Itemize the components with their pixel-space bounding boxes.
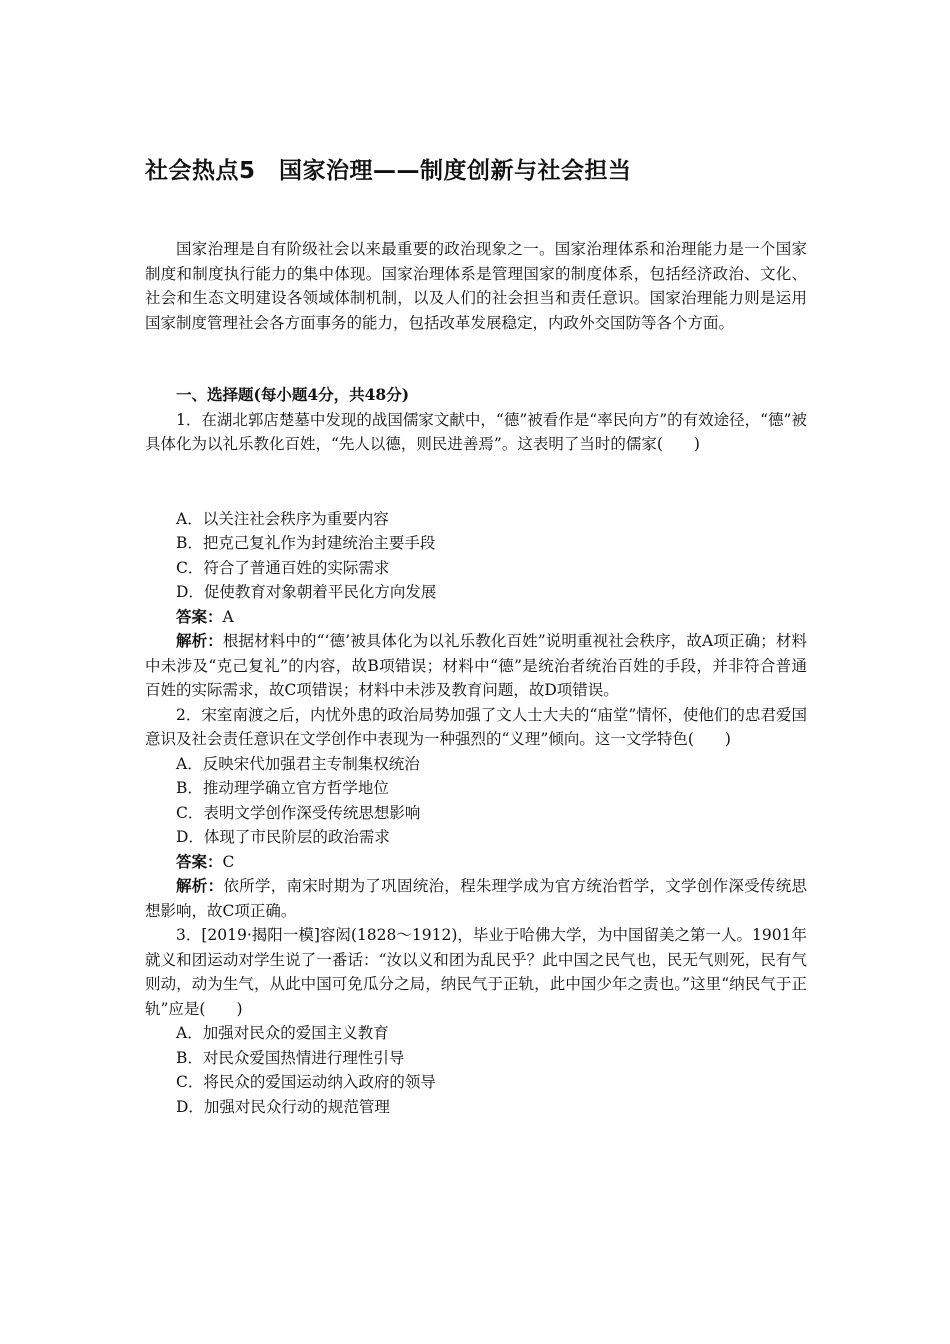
answer-label: 答案：	[176, 851, 223, 871]
question-1-answer	[145, 605, 807, 630]
answer-value: C	[222, 852, 235, 871]
question-3-stem: 3．[2019·揭阳一模]容闳(1828～1912)，毕业于哈佛大学，为中国留美之第一人。1901年就义和团运动对学生说了一番话：“汝以义和团为乱民乎？此中国之民气也，民无气则死，民有气则动，动为生气，从此中国可免瓜分之局，纳民气于正轨，此中国少年之责也。”这里“纳民气于正轨”应是( )	[145, 926, 807, 1018]
analysis-label: 解析：	[176, 631, 223, 650]
section-heading: 一、选择题(每小题4分，共48分)	[176, 385, 410, 404]
question-2-option-b: B．推动理学确立官方哲学地位	[176, 779, 389, 797]
answer-label: 答案：	[176, 606, 223, 626]
question-section	[145, 383, 807, 1119]
question-3-option-d: D．加强对民众行动的规范管理	[176, 1097, 390, 1116]
question-2-option-c: C．表明文学创作深受传统思想影响	[176, 803, 421, 822]
answer-space	[145, 457, 807, 507]
question-3-option-c: C．将民众的爱国运动纳入政府的领导	[176, 1073, 436, 1091]
question-1-option-b: B．把克己复礼作为封建统治主要手段	[176, 534, 436, 552]
question-3-option-b: B．对民众爱国热情进行理性引导	[176, 1048, 405, 1067]
question-3-option-a: A．加强对民众的爱国主义教育	[176, 1024, 389, 1042]
question-1-option-c: C．符合了普通百姓的实际需求	[176, 558, 390, 577]
question-1-analysis	[145, 629, 807, 703]
question-2-stem: 2．宋室南渡之后，内忧外患的政治局势加强了文人士大夫的“庙堂”情怀，使他们的忠君爱国意识及社会责任意识在文学创作中表现为一种强烈的“义理”倾向。这一文学特色( )	[145, 705, 807, 748]
analysis-text: 根据材料中的“‘德’被具体化为以礼乐教化百姓”说明重视社会秩序，故A项正确；材料中未涉及“克己复礼”的内容，故B项错误；材料中“德”是统治者统治百姓的手段，并非符合普通百姓的实际需求，故C项错误；材料中未涉及教育问题，故D项错误。	[145, 632, 807, 699]
analysis-label: 解析：	[176, 876, 224, 895]
question-2-option-d: D．体现了市民阶层的政治需求	[176, 828, 390, 846]
question-1-option-a: A．以关注社会秩序为重要内容	[176, 509, 389, 528]
answer-value: A	[222, 607, 234, 626]
page-title: 社会热点5 国家治理——制度创新与社会担当	[145, 158, 632, 184]
question-1-option-d: D．促使教育对象朝着平民化方向发展	[176, 583, 437, 601]
question-2-answer	[145, 850, 807, 875]
question-2-option-a: A．反映宋代加强君主专制集权统治	[176, 754, 420, 773]
question-2-analysis	[145, 874, 807, 923]
intro-paragraph: 国家治理是自有阶级社会以来最重要的政治现象之一。国家治理体系和治理能力是一个国家制度和制度执行能力的集中体现。国家治理体系是管理国家的制度体系，包括经济政治、文化、社会和生态文明建设各领域体制机制，以及人们的社会担当和责任意识。国家治理能力则是运用国家制度管理社会各方面事务的能力，包括改革发展稳定，内政外交国防等各个方面。	[145, 240, 807, 332]
question-1-stem: 1．在湖北郭店楚墓中发现的战国儒家文献中，“德”被看作是“率民向方”的有效途径，“德”被具体化为以礼乐教化百姓，“先人以德，则民进善焉”。这表明了当时的儒家( )	[145, 410, 807, 453]
analysis-text: 依所学，南宋时期为了巩固统治，程朱理学成为官方统治哲学，文学创作深受传统思想影响，故C项正确。	[145, 877, 807, 920]
